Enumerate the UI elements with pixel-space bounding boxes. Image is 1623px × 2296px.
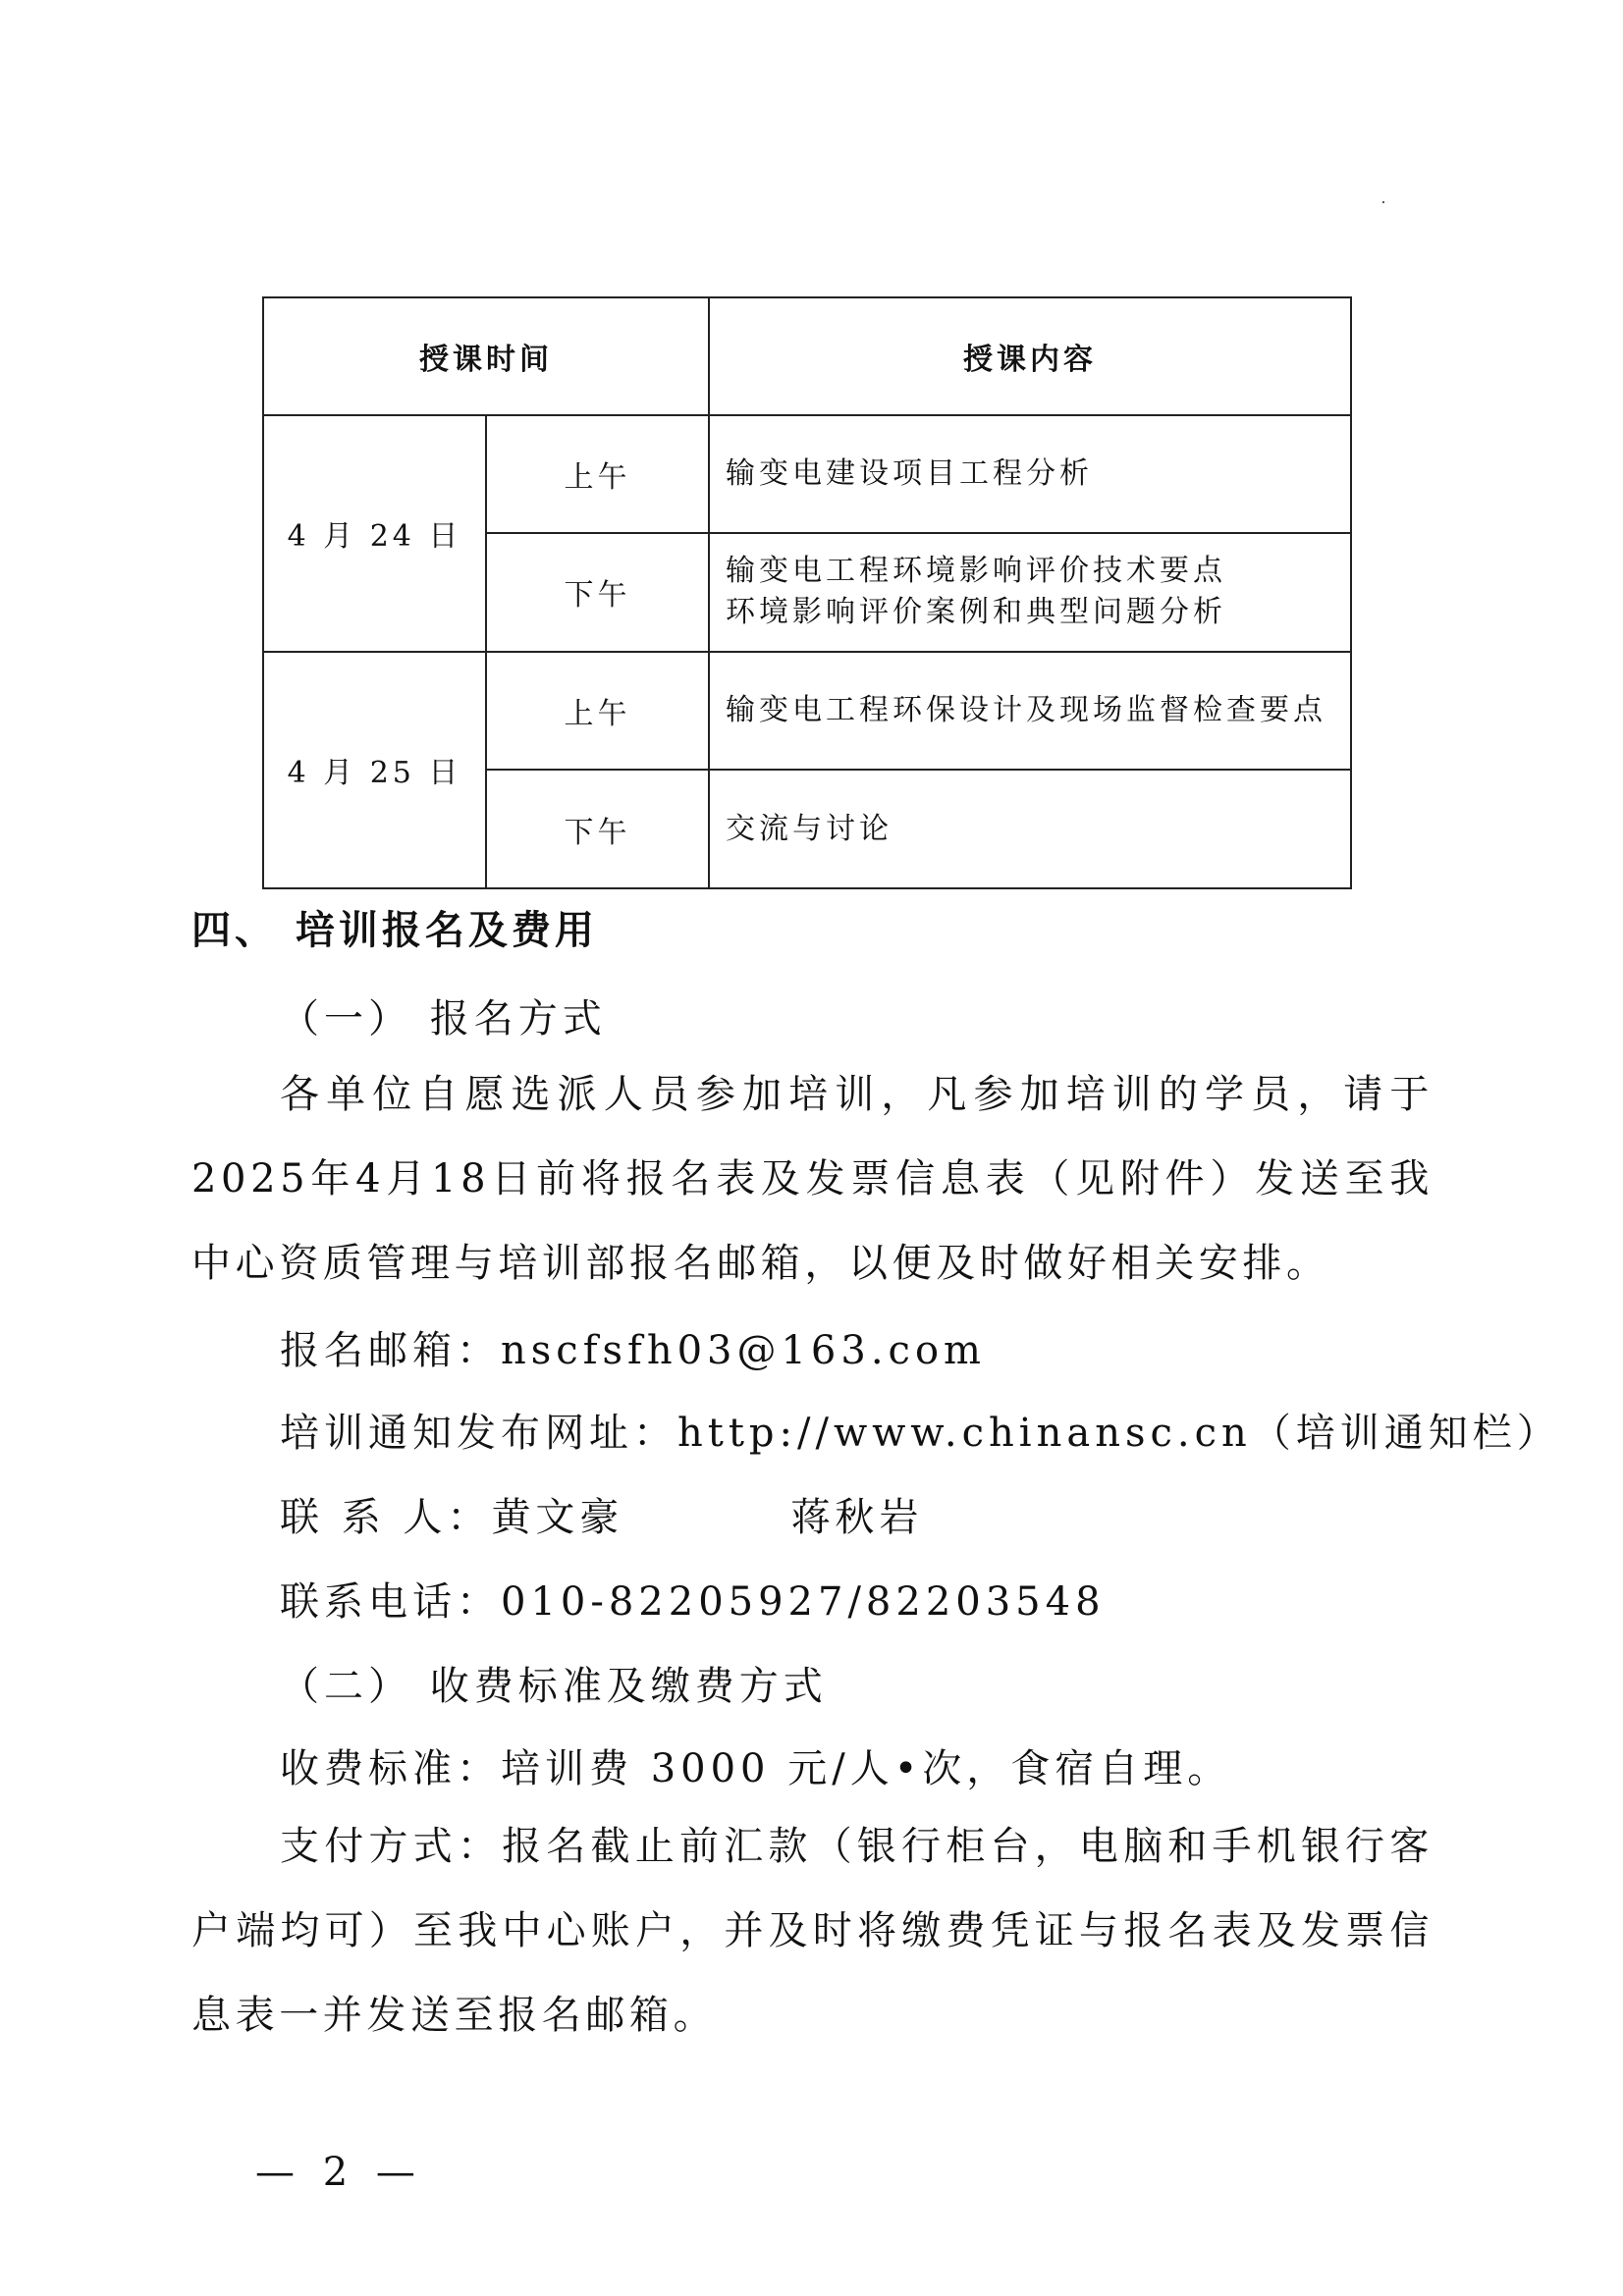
session-content-line: 环境影响评价案例和典型问题分析: [726, 595, 1226, 630]
registration-paragraph: 各单位自愿选派人员参加培训，凡参加培训的学员，请于2025年4月18日前将报名表及发票信息表（见附件）发送至我中心资质管理与培训部报名邮箱，以便及时做好相关安排。: [191, 1072, 1434, 1286]
contact-line: [280, 1490, 1517, 1545]
day-date: 4 月 24 日: [263, 415, 486, 652]
contact-name: 黄文豪: [491, 1495, 624, 1540]
table-row: [263, 415, 1351, 534]
session-content-line: 交流与讨论: [726, 811, 893, 846]
table-row: [263, 652, 1351, 771]
session-half: 下午: [486, 533, 709, 652]
session-half: 上午: [486, 652, 709, 771]
session-content-line: 输变电工程环境影响评价技术要点: [726, 554, 1226, 589]
contact-label: 联 系 人：: [280, 1495, 492, 1540]
session-content-line: 输变电工程环保设计及现场监督检查要点: [726, 693, 1326, 728]
payment-paragraph: 支付方式：报名截止前汇款（银行柜台，电脑和手机银行客户端均可）至我中心账户，并及时将缴费凭证与报名表及发票信息表一并发送至报名邮箱。: [191, 1824, 1434, 2038]
page-number: — 2 —: [255, 2150, 423, 2195]
section-heading: 四、 培训报名及费用: [191, 907, 598, 953]
table-header-row: [263, 297, 1351, 415]
header-time: 授课时间: [263, 297, 709, 415]
session-half: 上午: [486, 415, 709, 534]
phone-line: 联系电话：010-82205927/82203548: [280, 1579, 1106, 1625]
session-half: 下午: [486, 770, 709, 888]
day-date: 4 月 25 日: [263, 652, 486, 888]
session-content: [709, 770, 1351, 888]
url-line: 培训通知发布网址：http://www.chinansc.cn（培训通知栏）: [280, 1411, 1561, 1456]
scan-speck: [1382, 201, 1384, 203]
header-content: 授课内容: [709, 297, 1351, 415]
email-line: 报名邮箱：nscfsfh03@163.com: [280, 1328, 986, 1373]
contact-name: 蒋秋岩: [790, 1495, 924, 1540]
subsection-heading-registration: （一） 报名方式: [280, 996, 607, 1041]
session-content: [709, 415, 1351, 534]
fee-line: 收费标准：培训费 3000 元/人•次，食宿自理。: [280, 1746, 1232, 1791]
schedule-table: [262, 296, 1352, 889]
subsection-heading-fees: （二） 收费标准及缴费方式: [280, 1664, 828, 1709]
session-content: [709, 533, 1351, 652]
session-content: [709, 652, 1351, 771]
session-content-line: 输变电建设项目工程分析: [726, 455, 1093, 491]
